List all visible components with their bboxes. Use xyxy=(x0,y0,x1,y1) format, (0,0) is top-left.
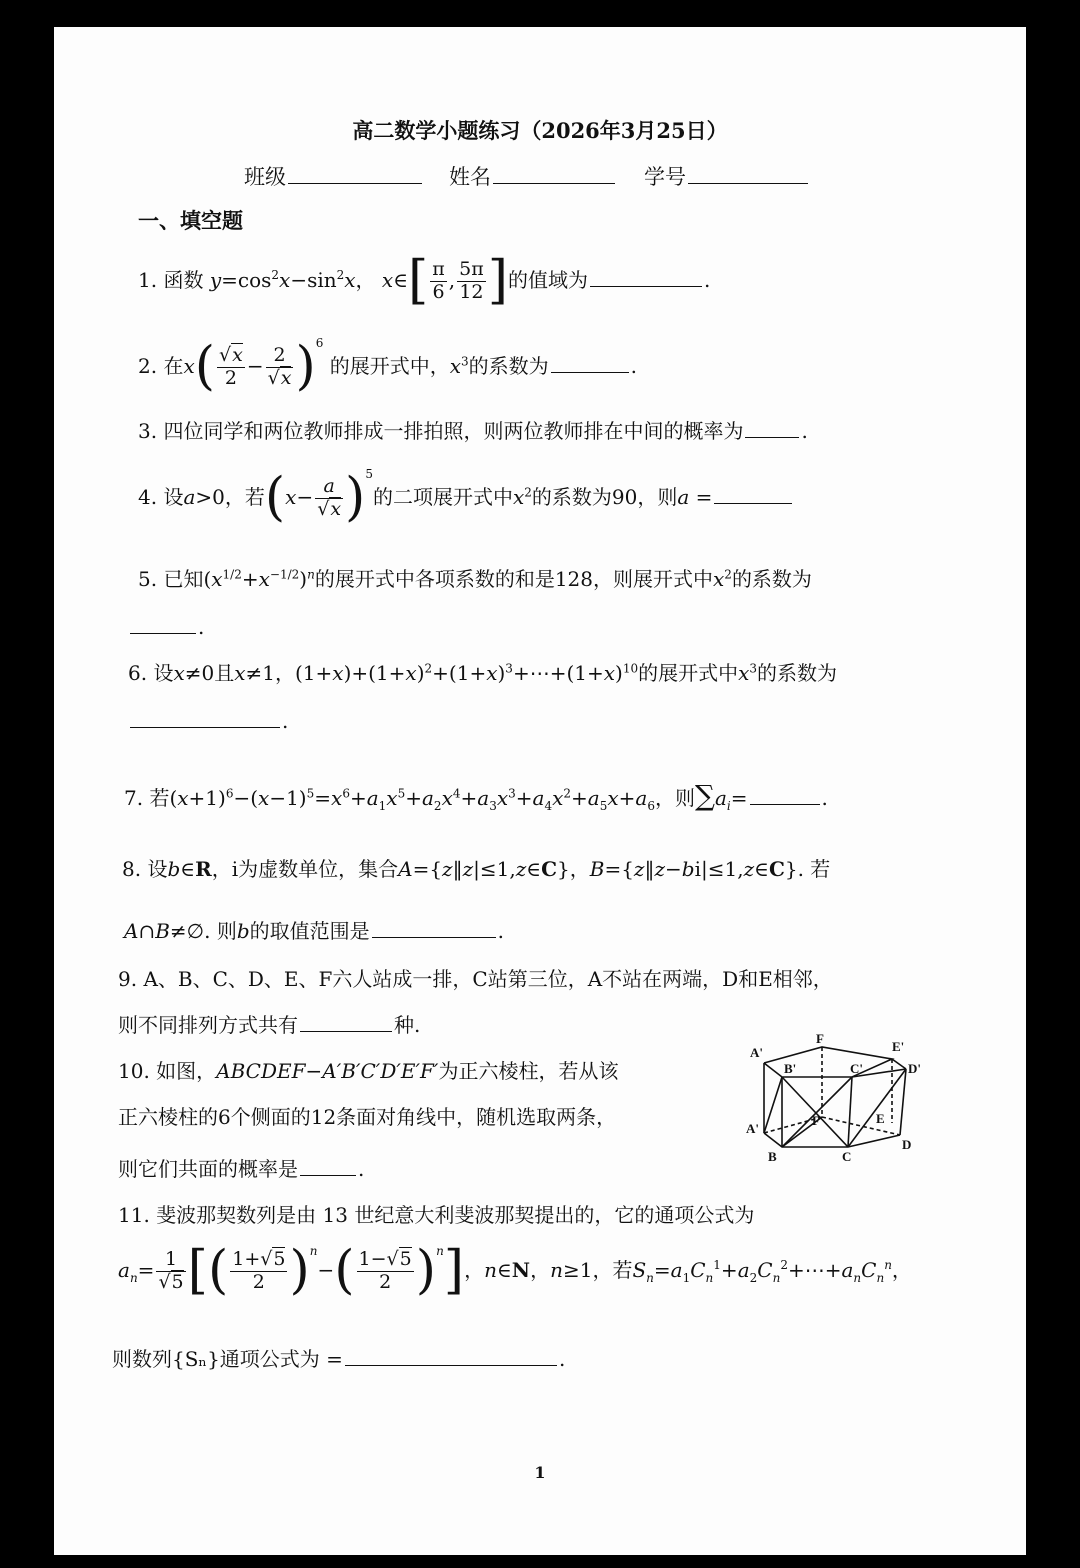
name-blank[interactable] xyxy=(493,165,615,184)
student-id-label: 学号 xyxy=(644,165,686,189)
answer-blank-5[interactable] xyxy=(130,615,196,634)
answer-blank-6[interactable] xyxy=(130,709,280,728)
name-field xyxy=(449,161,617,191)
answer-blank-3[interactable] xyxy=(745,419,799,438)
label-f-prime: F xyxy=(816,1033,824,1046)
question-5-answer-line: . xyxy=(128,615,204,639)
answer-blank-11[interactable] xyxy=(345,1347,557,1366)
label-c-prime: C' xyxy=(850,1061,863,1076)
question-6-answer-line: . xyxy=(128,709,288,733)
question-11-formula: $a_n=$ $\frac{1}{√5}$ [( $\frac{1+√5}{2}$ )$^n$−( $\frac{1-√5}{2}$ )$^n$]，n∈N，n≥1，若$S_n=a_1C_n^1+a_2C_n^2+\cdots+a_nC_n^n$， xyxy=(118,1240,912,1301)
question-11: 11. 斐波那契数列是由 13 世纪意大利斐波那契提出的，它的通项公式为 xyxy=(118,1203,755,1227)
answer-blank-7[interactable] xyxy=(750,786,820,805)
hexagonal-prism-figure xyxy=(742,1033,928,1173)
label-c: C xyxy=(842,1149,852,1164)
answer-blank-1[interactable] xyxy=(590,268,702,287)
question-8: 8. 设b∈R，i为虚数单位，集合A={z‖z|≤1,z∈C}，B={z‖z−bi|≤1,z∈C}. 若 xyxy=(122,857,831,881)
question-1: 1. 函数 $y=\cos^2x-\sin^2x$， x∈[ $\frac{\pi}{6}$ , $\frac{5\pi}{12}$ ]的值域为 . xyxy=(138,250,711,311)
exam-paper xyxy=(54,27,1026,1555)
question-11-line-3: 则数列{Sₙ}通项公式为 = . xyxy=(112,1347,566,1371)
question-8-line-2: A∩B≠∅. 则b的取值范围是 . xyxy=(124,919,504,943)
class-label: 班级 xyxy=(244,165,286,189)
question-7: 7. 若$(x+1)^6-(x-1)^5=x^6+a_1x^5+a_2x^4+a_3x^3+a_4x^2+a_5x+a_6$，则$\sum a_i=$ . xyxy=(124,779,828,813)
question-9-line-2: 则不同排列方式共有 种. xyxy=(118,1013,421,1037)
label-d-prime: D' xyxy=(908,1061,921,1076)
question-5: 5. 已知$(x^{1/2}+x^{-1/2})^n$的展开式中各项系数的和是128，则展开式中$x^2$的系数为 xyxy=(138,567,812,591)
label-f: F xyxy=(812,1113,820,1128)
question-10-line-3: 则它们共面的概率是 . xyxy=(118,1157,365,1181)
label-a-prime-top: A' xyxy=(750,1045,763,1060)
question-2: 2. 在x( $\frac{√x}{2}$ − $\frac{2}{√x}$ )$^6$ 的展开式中，$x^3$的系数为 . xyxy=(138,336,638,397)
student-id-field xyxy=(644,161,810,191)
label-e-prime: E' xyxy=(892,1039,905,1054)
answer-blank-10[interactable] xyxy=(300,1157,356,1176)
question-9: 9. A、B、C、D、E、F六人站成一排，C站第三位，A不站在两端，D和E相邻， xyxy=(118,967,833,991)
answer-blank-4[interactable] xyxy=(714,485,792,504)
page-title: 高二数学小题练习（2026年3月25日） xyxy=(352,118,728,143)
label-d: D xyxy=(902,1137,912,1152)
question-3: 3. 四位同学和两位教师排成一排拍照，则两位教师排在中间的概率为 . xyxy=(138,419,808,443)
answer-blank-8[interactable] xyxy=(372,919,496,938)
question-10-line-2: 正六棱柱的6个侧面的12条面对角线中，随机选取两条， xyxy=(118,1105,617,1129)
label-e: E xyxy=(876,1111,885,1126)
name-label: 姓名 xyxy=(449,165,491,189)
label-a: A' xyxy=(746,1121,759,1136)
label-b-prime: B' xyxy=(784,1061,797,1076)
class-blank[interactable] xyxy=(288,165,422,184)
label-b: B xyxy=(768,1149,777,1164)
question-6: 6. 设x≠0且x≠1，$(1+x)+(1+x)^2+(1+x)^3+\cdots+(1+x)^{10}$的展开式中$x^3$的系数为 xyxy=(128,661,838,685)
answer-blank-2[interactable] xyxy=(551,354,629,373)
answer-blank-9[interactable] xyxy=(300,1013,392,1032)
question-4: 4. 设a>0，若(x− $\frac{a}{√x}$ )$^5$的二项展开式中$x^2$的系数为90，则a = xyxy=(138,474,794,521)
section-heading: 一、填空题 xyxy=(138,208,243,233)
class-field xyxy=(244,161,424,191)
student-id-blank[interactable] xyxy=(688,165,808,184)
page-number: 1 xyxy=(534,1463,546,1482)
question-10: 10. 如图，ABCDEF−A′B′C′D′E′F′为正六棱柱，若从该 xyxy=(118,1059,619,1083)
